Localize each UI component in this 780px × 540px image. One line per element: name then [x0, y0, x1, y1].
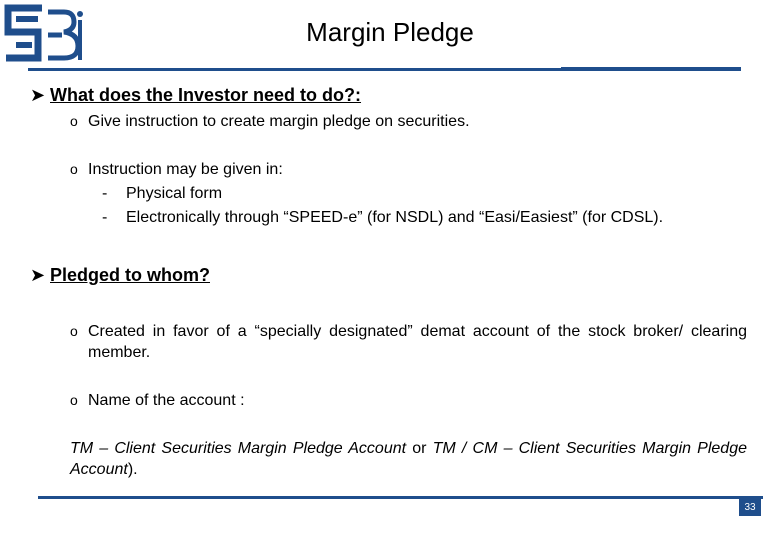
account-name-2: TM / CM – Client Securities Margin Pledge Account: [70, 440, 748, 478]
list-item-text: Instruction may be given in:: [88, 161, 283, 178]
list-item-text: Created in favor of a “specially designated” demat account of the stock broker/ clearing member.: [88, 323, 747, 361]
connector-text: or: [412, 440, 427, 457]
header-divider: [28, 68, 741, 71]
footer-divider: [38, 496, 763, 499]
header-divider-accent: [561, 67, 741, 71]
arrowhead-bullet-icon: ➤: [30, 85, 46, 105]
dash-bullet: -: [102, 209, 108, 226]
page-title: Margin Pledge: [306, 17, 474, 47]
list-item: [70, 111, 470, 132]
account-name-note: [70, 438, 747, 480]
sub-list-item: [102, 207, 663, 228]
hollow-circle-bullet-icon: o: [70, 323, 78, 339]
hollow-circle-bullet-icon: o: [70, 161, 78, 177]
list-item-text: Give instruction to create margin pledge on securities.: [88, 113, 470, 130]
sub-list-item-text: Electronically through “SPEED-e” (for NSDL) and “Easi/Easiest” (for CDSL).: [126, 209, 664, 226]
arrowhead-bullet-icon: ➤: [30, 265, 46, 285]
sub-list-item: [102, 183, 222, 204]
section-heading-investor: [30, 84, 361, 106]
sub-list-item-text: Physical form: [126, 185, 223, 202]
list-item-text: Name of the account :: [88, 392, 245, 409]
section-heading-pledged: [30, 264, 210, 286]
list-item: [70, 159, 283, 180]
section-heading-text: What does the Investor need to do?:: [50, 85, 362, 105]
hollow-circle-bullet-icon: o: [70, 392, 78, 408]
list-item: [70, 390, 245, 411]
page-number: 33: [739, 499, 761, 516]
section-heading-text: Pledged to whom?: [50, 265, 210, 285]
closing-text: ).: [127, 461, 138, 478]
dash-bullet: -: [102, 185, 108, 202]
account-name-1: TM – Client Securities Margin Pledge Account: [70, 440, 407, 457]
hollow-circle-bullet-icon: o: [70, 113, 78, 129]
